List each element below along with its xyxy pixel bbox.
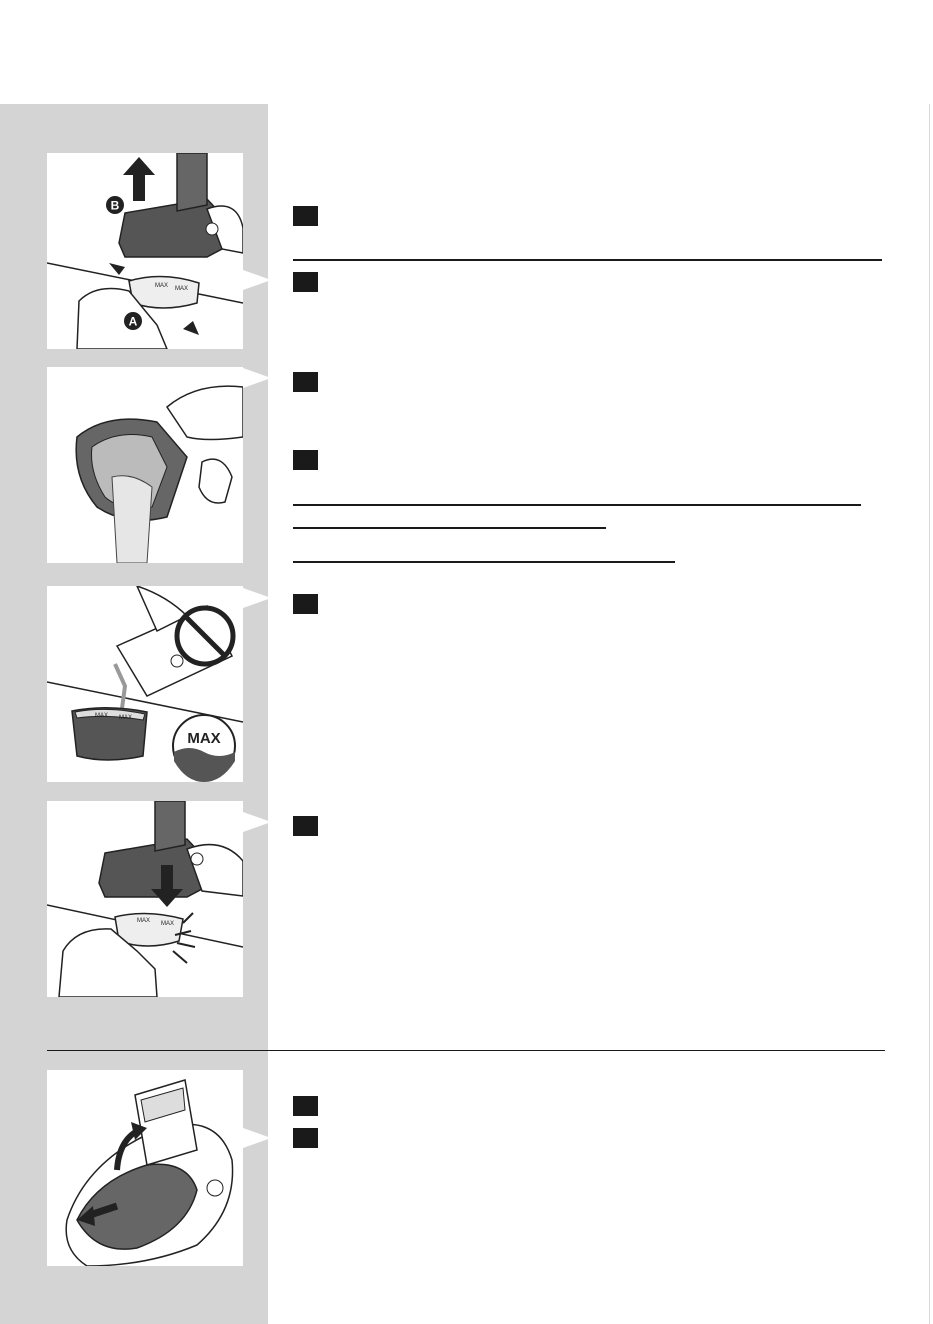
page-edge-rule (929, 104, 930, 1324)
pointer-4 (243, 812, 271, 832)
pointer-2 (243, 368, 271, 388)
step-number-box (293, 450, 318, 470)
callout-b-label: B (110, 198, 120, 213)
illustration-reinsert-cartridge (47, 801, 243, 997)
redacted-text-line (293, 561, 675, 563)
cartridge-removal-illustration (47, 153, 243, 349)
callout-a-label: A (128, 314, 138, 329)
step-number-box (293, 594, 318, 614)
section-rule (293, 259, 882, 261)
illustration-shaver-opening (47, 1070, 243, 1266)
redacted-text-line (293, 527, 606, 529)
svg-text:MAX: MAX (155, 283, 169, 289)
pointer-5 (243, 1128, 271, 1148)
step-number-box (293, 1096, 318, 1116)
cartridge-reinsert-illustration (47, 801, 243, 997)
pointer-1 (243, 270, 271, 290)
pointer-3 (243, 588, 271, 608)
section-divider (47, 1050, 885, 1051)
empty-cartridge-illustration (47, 367, 243, 563)
illustration-remove-cartridge (47, 153, 243, 349)
svg-text:MAX: MAX (119, 715, 133, 721)
svg-text:MAX: MAX (95, 713, 109, 719)
step-number-box (293, 1128, 318, 1148)
step-number-box (293, 816, 318, 836)
shaver-opening-illustration (47, 1070, 243, 1266)
illustration-empty-cartridge (47, 367, 243, 563)
redacted-text-line (293, 504, 861, 506)
illustration-fill-cartridge (47, 586, 243, 782)
svg-text:MAX: MAX (175, 286, 189, 292)
fill-cartridge-illustration (47, 586, 243, 782)
svg-text:MAX: MAX (137, 918, 151, 924)
svg-text:MAX: MAX (161, 921, 175, 927)
step-number-box (293, 206, 318, 226)
step-number-box (293, 372, 318, 392)
max-badge-label: MAX (187, 730, 221, 747)
step-number-box (293, 272, 318, 292)
